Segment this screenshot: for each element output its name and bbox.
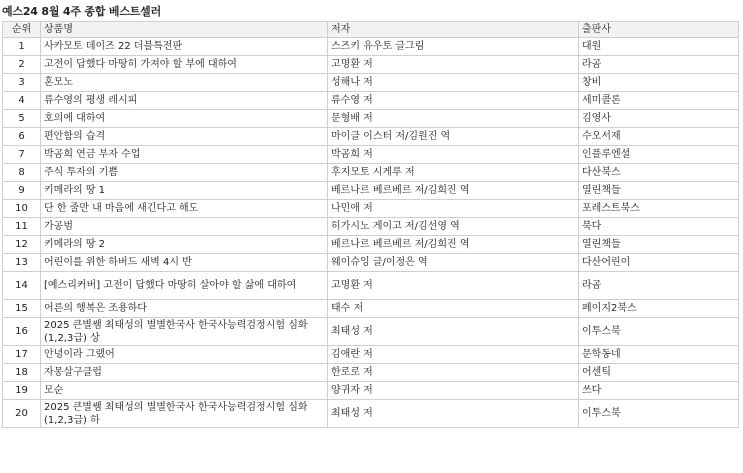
cell-rank: 18 bbox=[3, 364, 41, 382]
cell-publisher: 김영사 bbox=[579, 110, 739, 128]
cell-publisher: 북다 bbox=[579, 218, 739, 236]
cell-publisher: 다산어린이 bbox=[579, 254, 739, 272]
table-row bbox=[3, 400, 739, 428]
cell-title: 주식 투자의 기쁨 bbox=[41, 164, 328, 182]
cell-rank: 17 bbox=[3, 346, 41, 364]
cell-rank: 14 bbox=[3, 272, 41, 300]
cell-publisher: 창비 bbox=[579, 74, 739, 92]
bestseller-table bbox=[2, 21, 739, 428]
table-row bbox=[3, 272, 739, 300]
cell-author: 웨이슈잉 글/이정은 역 bbox=[328, 254, 579, 272]
cell-publisher: 페이지2북스 bbox=[579, 300, 739, 318]
cell-rank: 15 bbox=[3, 300, 41, 318]
cell-rank: 3 bbox=[3, 74, 41, 92]
table-header-row bbox=[3, 22, 739, 38]
cell-publisher: 열린책들 bbox=[579, 182, 739, 200]
cell-publisher: 열린책들 bbox=[579, 236, 739, 254]
cell-author: 최태성 저 bbox=[328, 400, 579, 428]
cell-publisher: 수오서재 bbox=[579, 128, 739, 146]
cell-author: 마이클 이스터 저/김원진 역 bbox=[328, 128, 579, 146]
cell-author: 태수 저 bbox=[328, 300, 579, 318]
cell-publisher: 인플루엔셜 bbox=[579, 146, 739, 164]
cell-rank: 4 bbox=[3, 92, 41, 110]
cell-author: 성해나 저 bbox=[328, 74, 579, 92]
table-body bbox=[3, 38, 739, 428]
cell-publisher: 문학동네 bbox=[579, 346, 739, 364]
table-row bbox=[3, 236, 739, 254]
cell-publisher: 라곰 bbox=[579, 56, 739, 74]
cell-author: 박곰희 저 bbox=[328, 146, 579, 164]
cell-title: 류수영의 평생 레시피 bbox=[41, 92, 328, 110]
table-row bbox=[3, 200, 739, 218]
cell-author: 고명환 저 bbox=[328, 56, 579, 74]
table-row bbox=[3, 74, 739, 92]
cell-rank: 10 bbox=[3, 200, 41, 218]
cell-publisher: 이투스북 bbox=[579, 318, 739, 346]
cell-title: 사카모토 데이즈 22 더블특전판 bbox=[41, 38, 328, 56]
cell-title: 안녕이라 그랬어 bbox=[41, 346, 328, 364]
column-header-title: 상품명 bbox=[41, 22, 328, 38]
cell-title: 호의에 대하여 bbox=[41, 110, 328, 128]
cell-author: 고명환 저 bbox=[328, 272, 579, 300]
cell-title: [예스리커버] 고전이 답했다 마땅히 살아야 할 삶에 대하여 bbox=[41, 272, 328, 300]
table-row bbox=[3, 218, 739, 236]
cell-rank: 1 bbox=[3, 38, 41, 56]
cell-rank: 16 bbox=[3, 318, 41, 346]
table-row bbox=[3, 300, 739, 318]
cell-author: 베르나르 베르베르 저/김희진 역 bbox=[328, 182, 579, 200]
cell-author: 스즈키 유우토 글그림 bbox=[328, 38, 579, 56]
cell-rank: 6 bbox=[3, 128, 41, 146]
column-header-rank: 순위 bbox=[3, 22, 41, 38]
cell-title: 어린이를 위한 하버드 새벽 4시 반 bbox=[41, 254, 328, 272]
cell-title: 혼모노 bbox=[41, 74, 328, 92]
cell-publisher: 다산북스 bbox=[579, 164, 739, 182]
table-row bbox=[3, 318, 739, 346]
cell-title: 고전이 답했다 마땅히 가져야 할 부에 대하여 bbox=[41, 56, 328, 74]
cell-author: 나민애 저 bbox=[328, 200, 579, 218]
cell-rank: 8 bbox=[3, 164, 41, 182]
cell-title: 2025 큰별쌤 최태성의 별별한국사 한국사능력검정시험 심화(1,2,3급) 상 bbox=[41, 318, 328, 346]
table-row bbox=[3, 146, 739, 164]
cell-publisher: 라곰 bbox=[579, 272, 739, 300]
table-row bbox=[3, 128, 739, 146]
table-row bbox=[3, 110, 739, 128]
table-row bbox=[3, 364, 739, 382]
cell-rank: 12 bbox=[3, 236, 41, 254]
cell-rank: 9 bbox=[3, 182, 41, 200]
cell-title: 키메라의 땅 2 bbox=[41, 236, 328, 254]
cell-title: 단 한 줄만 내 마음에 새긴다고 해도 bbox=[41, 200, 328, 218]
column-header-publisher: 출판사 bbox=[579, 22, 739, 38]
table-row bbox=[3, 38, 739, 56]
table-row bbox=[3, 254, 739, 272]
cell-title: 어른의 행복은 조용하다 bbox=[41, 300, 328, 318]
cell-publisher: 대원 bbox=[579, 38, 739, 56]
cell-publisher: 이투스북 bbox=[579, 400, 739, 428]
cell-author: 최태성 저 bbox=[328, 318, 579, 346]
cell-publisher: 쓰다 bbox=[579, 382, 739, 400]
cell-author: 문형배 저 bbox=[328, 110, 579, 128]
cell-rank: 19 bbox=[3, 382, 41, 400]
cell-rank: 13 bbox=[3, 254, 41, 272]
cell-publisher: 포레스트북스 bbox=[579, 200, 739, 218]
cell-author: 히가시노 게이고 저/김선영 역 bbox=[328, 218, 579, 236]
table-row bbox=[3, 346, 739, 364]
page-title: 예스24 8월 4주 종합 베스트셀러 bbox=[2, 5, 162, 18]
cell-author: 베르나르 베르베르 저/김희진 역 bbox=[328, 236, 579, 254]
table-row bbox=[3, 56, 739, 74]
cell-publisher: 세미콜론 bbox=[579, 92, 739, 110]
cell-title: 키메라의 땅 1 bbox=[41, 182, 328, 200]
cell-author: 류수영 저 bbox=[328, 92, 579, 110]
column-header-author: 저자 bbox=[328, 22, 579, 38]
cell-rank: 5 bbox=[3, 110, 41, 128]
cell-publisher: 어센틱 bbox=[579, 364, 739, 382]
cell-title: 가공범 bbox=[41, 218, 328, 236]
cell-title: 2025 큰별쌤 최태성의 별별한국사 한국사능력검정시험 심화(1,2,3급) 하 bbox=[41, 400, 328, 428]
table-row bbox=[3, 182, 739, 200]
cell-rank: 7 bbox=[3, 146, 41, 164]
cell-author: 한로로 저 bbox=[328, 364, 579, 382]
cell-rank: 11 bbox=[3, 218, 41, 236]
cell-title: 자몽살구클럽 bbox=[41, 364, 328, 382]
cell-author: 후지모토 시게루 저 bbox=[328, 164, 579, 182]
cell-rank: 2 bbox=[3, 56, 41, 74]
cell-rank: 20 bbox=[3, 400, 41, 428]
cell-title: 모순 bbox=[41, 382, 328, 400]
table-row bbox=[3, 382, 739, 400]
table-row bbox=[3, 92, 739, 110]
table-row bbox=[3, 164, 739, 182]
cell-author: 김애란 저 bbox=[328, 346, 579, 364]
cell-author: 양귀자 저 bbox=[328, 382, 579, 400]
cell-title: 편안함의 습격 bbox=[41, 128, 328, 146]
cell-title: 박곰희 연금 부자 수업 bbox=[41, 146, 328, 164]
